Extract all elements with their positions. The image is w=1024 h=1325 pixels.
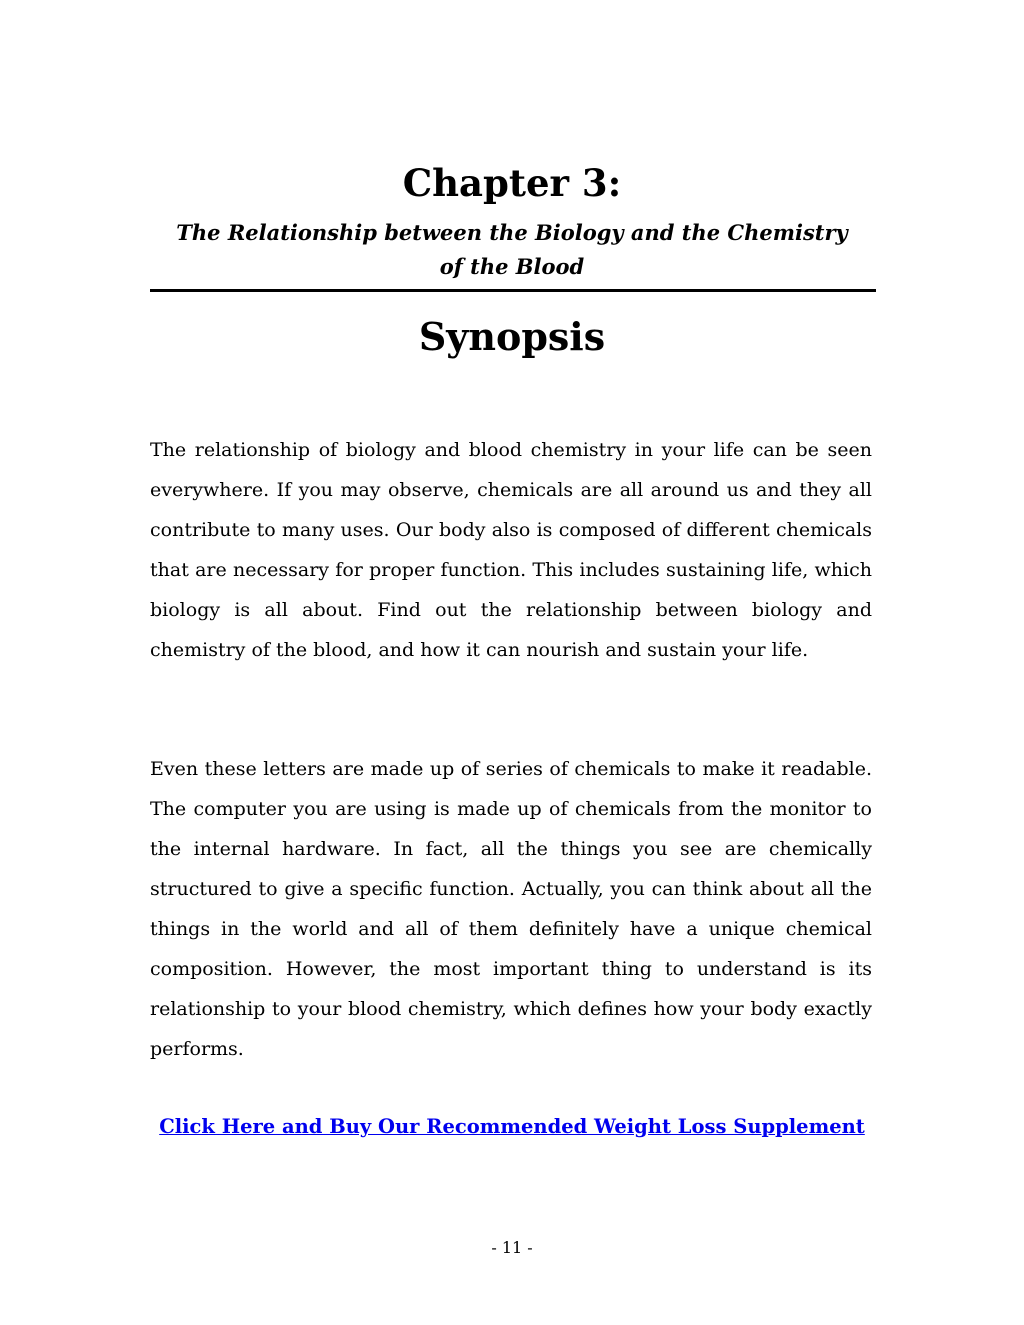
document-page <box>150 0 874 1325</box>
promo-link[interactable]: Click Here and Buy Our Recommended Weight Loss Supplement <box>159 1115 865 1138</box>
heading-divider <box>150 289 876 292</box>
chapter-subtitle-line-1: The Relationship between the Biology and the Chemistry <box>176 220 848 245</box>
section-heading: Synopsis <box>418 314 606 359</box>
page-number: - 11 - <box>491 1238 533 1257</box>
chapter-subtitle-line-2: of the Blood <box>439 254 585 279</box>
body-paragraph: The relationship of biology and blood chemistry in your life can be seen everywhere. If you may observe, chemicals are all around us and they all contribute to many uses. Our body also is composed of different chemicals that are necessary for proper function. This includes sustaining life, which biology is all about. Find out the relationship between biology and chemistry of the blood, and how it can nourish and sustain your life. <box>150 439 872 661</box>
body-paragraph: Even these letters are made up of series of chemicals to make it readable. The computer you are using is made up of chemicals from the monitor to the internal hardware. In fact, all the things you see are chemically structured to give a specific function. Actually, you can think about all the things in the world and all of them definitely have a unique chemical composition. However, the most important thing to understand is its relationship to your blood chemistry, which defines how your body exactly performs. <box>150 758 872 1060</box>
chapter-heading: Chapter 3: <box>402 161 622 205</box>
chapter-subtitle <box>150 216 874 284</box>
